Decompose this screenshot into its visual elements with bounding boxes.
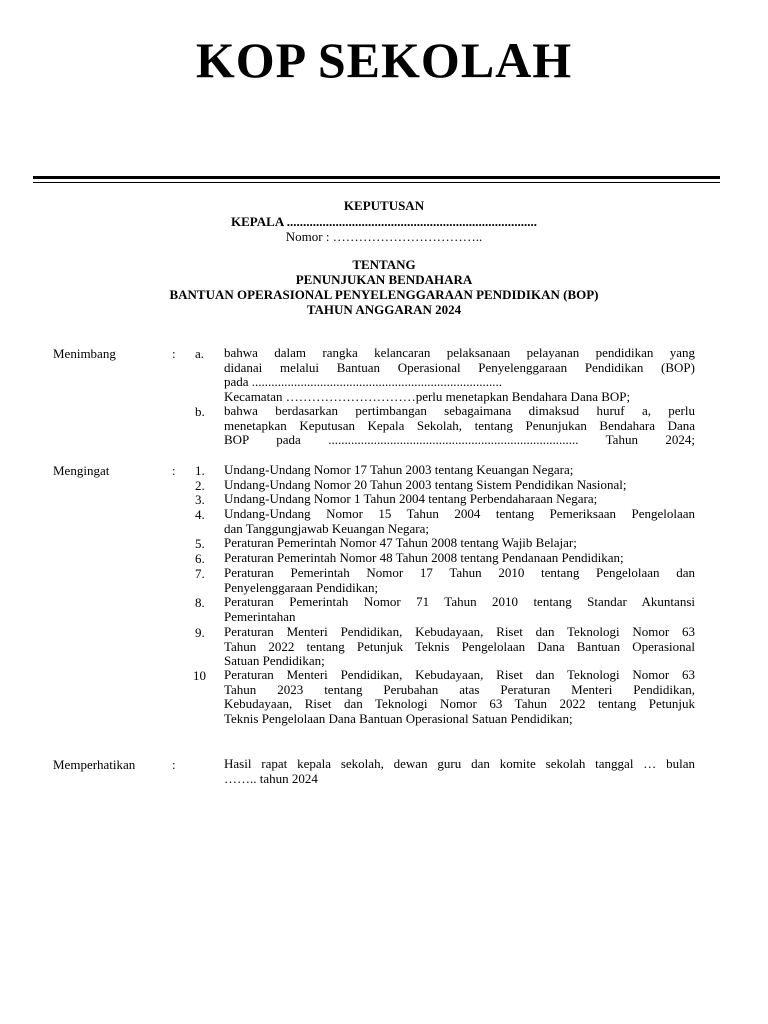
menimbang-b-line-2: menetapkan Keputusan Kepala Sekolah, tentang Penunjukan Bendahara Dana xyxy=(224,417,695,433)
menimbang-marker-b: b. xyxy=(195,404,205,419)
title-nomor: Nomor : …………………………….. xyxy=(285,229,483,244)
mengingat-item-10 xyxy=(224,668,695,726)
memperhatikan-line-2: …….. tahun 2024 xyxy=(224,770,318,786)
menimbang-colon: : xyxy=(172,346,176,361)
menimbang-b-line-3: BOP pada ............................................................................. Tahun 2024; xyxy=(224,432,695,448)
mengingat-marker-7: 7. xyxy=(195,566,205,581)
mengingat-10-line-2: Tahun 2023 tentang Perubahan atas Peraturan Menteri Pendidikan, xyxy=(224,681,695,697)
mengingat-6-line-1: Peraturan Pemerintah Nomor 48 Tahun 2008 tentang Pendanaan Pendidikan; xyxy=(224,550,624,565)
title-kepala: KEPALA ............................................................................. xyxy=(231,214,537,229)
kop-sekolah-heading: KOP SEKOLAH xyxy=(195,32,573,88)
menimbang-marker-a: a. xyxy=(195,346,205,361)
mengingat-5-line-1: Peraturan Pemerintah Nomor 47 Tahun 2008 tentang Wajib Belajar; xyxy=(224,535,577,550)
mengingat-marker-6: 6. xyxy=(195,551,205,566)
mengingat-item-8 xyxy=(224,595,695,624)
mengingat-item-9 xyxy=(224,625,695,669)
menimbang-a-line-4: Kecamatan …………………………perlu menetapkan Bendahara Dana BOP; xyxy=(224,388,631,404)
mengingat-marker-8: 8. xyxy=(195,595,205,610)
mengingat-7-line-2: Penyelenggaraan Pendidikan; xyxy=(224,579,379,595)
menimbang-a-line-3: pada ............................................................................. xyxy=(224,374,503,390)
mengingat-10-line-3: Kebudayaan, Riset dan Teknologi Nomor 63 Tahun 2022 tentang Petunjuk xyxy=(224,696,695,712)
menimbang-label: Menimbang xyxy=(53,346,116,361)
mengingat-marker-10: 10 xyxy=(193,668,206,683)
menimbang-a-line-2: didanai melalui Bantuan Operasional Penyelenggaraan Pendidikan (BOP) xyxy=(224,359,695,375)
mengingat-item-1 xyxy=(224,463,695,478)
title-keputusan: KEPUTUSAN xyxy=(343,198,425,213)
mengingat-label: Mengingat xyxy=(53,463,110,478)
mengingat-item-6 xyxy=(224,551,695,566)
mengingat-10-line-1: Peraturan Menteri Pendidikan, Kebudayaan, Riset dan Teknologi Nomor 63 xyxy=(224,667,695,682)
letterhead-rule-thick xyxy=(33,176,720,179)
title-bop: BANTUAN OPERASIONAL PENYELENGGARAAN PENDIDIKAN (BOP) xyxy=(169,287,599,302)
menimbang-item-a xyxy=(224,346,695,404)
mengingat-8-line-1: Peraturan Pemerintah Nomor 71 Tahun 2010 tentang Standar Akuntansi xyxy=(224,594,695,609)
mengingat-4-line-1: Undang-Undang Nomor 15 Tahun 2004 tentang Pemeriksaan Pengelolaan xyxy=(224,506,695,521)
menimbang-b-line-1: bahwa berdasarkan pertimbangan sebagaimana dimaksud huruf a, perlu xyxy=(224,403,695,418)
mengingat-9-line-3: Satuan Pendidikan; xyxy=(224,653,325,669)
title-penunjukan: PENUNJUKAN BENDAHARA xyxy=(295,272,473,287)
mengingat-9-line-2: Tahun 2022 tentang Petunjuk Teknis Pengelolaan Dana Bantuan Operasional xyxy=(224,638,695,654)
mengingat-9-line-1: Peraturan Menteri Pendidikan, Kebudayaan, Riset dan Teknologi Nomor 63 xyxy=(224,624,695,639)
mengingat-marker-5: 5. xyxy=(195,536,205,551)
memperhatikan-label: Memperhatikan xyxy=(53,757,136,772)
mengingat-7-line-1: Peraturan Pemerintah Nomor 17 Tahun 2010 tentang Pengelolaan dan xyxy=(224,565,695,580)
memperhatikan-colon: : xyxy=(172,757,176,772)
mengingat-marker-4: 4. xyxy=(195,507,205,522)
title-tahun-anggaran: TAHUN ANGGARAN 2024 xyxy=(306,302,462,317)
mengingat-item-4 xyxy=(224,507,695,536)
mengingat-3-line-1: Undang-Undang Nomor 1 Tahun 2004 tentang Perbendaharaan Negara; xyxy=(224,491,598,506)
mengingat-item-7 xyxy=(224,566,695,595)
mengingat-1-line-1: Undang-Undang Nomor 17 Tahun 2003 tentang Keuangan Negara; xyxy=(224,462,574,477)
letterhead-rule-thin xyxy=(33,182,720,183)
title-tentang: TENTANG xyxy=(352,257,416,272)
memperhatikan-text xyxy=(224,757,695,786)
mengingat-colon: : xyxy=(172,463,176,478)
mengingat-item-3 xyxy=(224,492,695,507)
menimbang-item-b xyxy=(224,404,695,448)
mengingat-item-5 xyxy=(224,536,695,551)
mengingat-4-line-2: dan Tanggungjawab Keuangan Negara; xyxy=(224,520,429,536)
memperhatikan-line-1: Hasil rapat kepala sekolah, dewan guru dan komite sekolah tanggal … bulan xyxy=(224,756,695,771)
mengingat-marker-9: 9. xyxy=(195,625,205,640)
menimbang-a-line-1: bahwa dalam rangka kelancaran pelaksanaan pelayanan pendidikan yang xyxy=(224,345,695,360)
mengingat-10-line-4: Teknis Pengelolaan Dana Bantuan Operasional Satuan Pendidikan; xyxy=(224,710,573,726)
mengingat-marker-1: 1. xyxy=(195,463,205,478)
mengingat-8-line-2: Pemerintahan xyxy=(224,608,296,624)
mengingat-marker-2: 2. xyxy=(195,478,205,493)
mengingat-marker-3: 3. xyxy=(195,492,205,507)
mengingat-2-line-1: Undang-Undang Nomor 20 Tahun 2003 tentang Sistem Pendidikan Nasional; xyxy=(224,477,627,492)
